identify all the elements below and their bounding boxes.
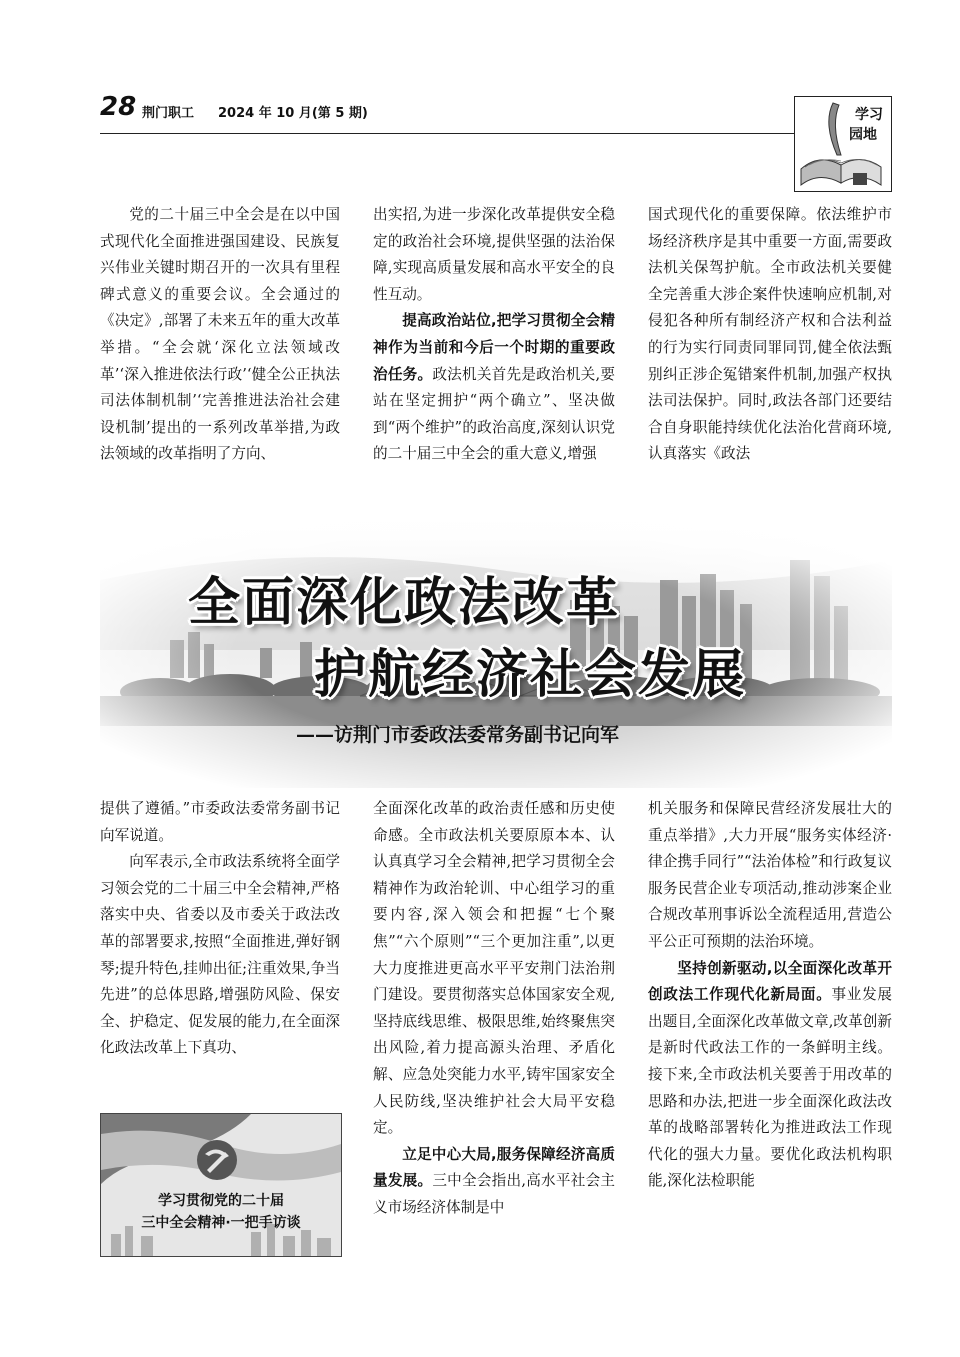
top-column-3 <box>648 202 892 468</box>
article-title-line-1: 全面深化政法改革 <box>188 573 621 633</box>
badge-line-1: 学习 <box>855 107 883 123</box>
bottom-column-3 <box>648 796 892 1195</box>
promo-line-1: 学习贯彻党的二十届 <box>158 1193 284 1209</box>
paragraph-text: 三中全会指出,高水平社会主义市场经济体制是中 <box>373 1172 615 1216</box>
paragraph-text: 政法机关首先是政治机关,要站在坚定拥护“两个确立”、坚决做到“两个维护”的政治高度,深刻认识党的二十届三中全会的重大意义,增强 <box>373 365 615 463</box>
paragraph: 国式现代化的重要保障。依法维护市场经济秩序是其中重要一方面,需要政法机关保驾护航。全市政法机关要健全完善重大涉企案件快速响应机制,对侵犯各种所有制经济产权和合法利益的行为实行同责同罪同罚,健全依法甄别纠正涉企冤错案件机制,加强产权执法司法保护。同时,政法各部门还要结合自身职能持续优化法治化营商环境,认真落实《政法 <box>648 206 892 463</box>
page-number: 28 <box>100 92 137 122</box>
paragraph: 提供了遵循。”市委政法委常务副书记向军说道。 <box>100 800 340 844</box>
promo-line-2: 三中全会精神·一把手访谈 <box>141 1215 301 1231</box>
publication-name: 荆门职工 <box>142 106 195 121</box>
bold-lead: 立足中心大局,服务保障经济高质量发展。 <box>373 1145 615 1190</box>
top-column-2 <box>373 202 615 468</box>
paragraph <box>648 956 892 1195</box>
article-subtitle: ——访荆门市委政法委常务副书记向军 <box>296 724 620 746</box>
header-rule <box>100 133 796 134</box>
paragraph: 全面深化改革的政治责任感和历史使命感。全市政法机关要原原本本、认认真真学习全会精神,把学习贯彻全会精神作为政治轮训、中心组学习的重要内容,深入领会和把握“七个聚焦”“六个原则”“三个更加注重”,以更大力度推进更高水平平安荆门法治荆门建设。要贯彻落实总体国家安全观,坚持底线思维、极限思维,始终聚焦突出风险,着力提高源头治理、矛盾化解、应急处突能力水平,铸牢国家安全人民防线,坚决维护社会大局平安稳定。 <box>373 800 615 1137</box>
issue-date: 2024 年 10 月(第 5 期) <box>218 106 368 121</box>
paragraph: 机关服务和保障民营经济发展壮大的重点举措》,大力开展“服务实体经济·律企携手同行”“法治体检”和行政复议服务民营企业专项活动,推动涉案企业合规改革刑事诉讼全流程适用,营造公平公正可预期的法治环境。 <box>648 800 892 950</box>
paragraph: 出实招,为进一步深化改革提供安全稳定的政治社会环境,提供坚强的法治保障,实现高质量发展和高水平安全的良性互动。 <box>373 206 615 303</box>
article-title-line-2: 护航经济社会发展 <box>314 645 747 705</box>
bottom-column-1 <box>100 796 340 1062</box>
bold-lead: 提高政治站位,把学习贯彻全会精神作为当前和今后一个时期的重要政治任务。 <box>373 312 615 383</box>
top-column-1 <box>100 202 340 468</box>
bottom-column-2 <box>373 796 615 1222</box>
paragraph: 党的二十届三中全会是在以中国式现代化全面推进强国建设、民族复兴伟业关键时期召开的一次具有里程碑式意义的重要会议。全会通过的《决定》,部署了未来五年的重大改革举措。“全会就‘深化立法领域改革’‘深入推进依法行政’‘健全公正执法司法体制机制’‘完善推进法治社会建设机制’提出的一系列改革举措,为政法领域的改革指明了方向、 <box>100 206 340 463</box>
paragraph <box>373 308 615 468</box>
page-header <box>100 92 790 132</box>
bold-lead: 坚持创新驱动,以全面深化改革开创政法工作现代化新局面。 <box>648 959 892 1004</box>
paragraph-text: 事业发展出题目,全面深化改革做文章,改革创新是新时代政法工作的一条鲜明主线。接下来,全市政法机关要善于用改革的思路和办法,把进一步全面深化政法改革的战略部署转化为推进政法工作现代化的强大力量。要优化政法机构职能,深化法检职能 <box>648 986 892 1190</box>
series-promo-box <box>100 1113 342 1257</box>
paragraph: 向军表示,全市政法系统将全面学习领会党的二十届三中全会精神,严格落实中央、省委以及市委关于政法改革的部署要求,按照“全面推进,弹好钢琴;提升特色,挂帅出征;注重效果,争当先进”的总体思路,增强防风险、保安全、护稳定、促发展的能力,在全面深化政法改革上下真功、 <box>100 853 340 1057</box>
paragraph <box>373 1142 615 1222</box>
section-badge <box>794 96 892 192</box>
party-emblem-icon <box>101 1114 341 1256</box>
article-title-banner <box>100 520 892 788</box>
badge-line-2: 园地 <box>849 127 877 143</box>
